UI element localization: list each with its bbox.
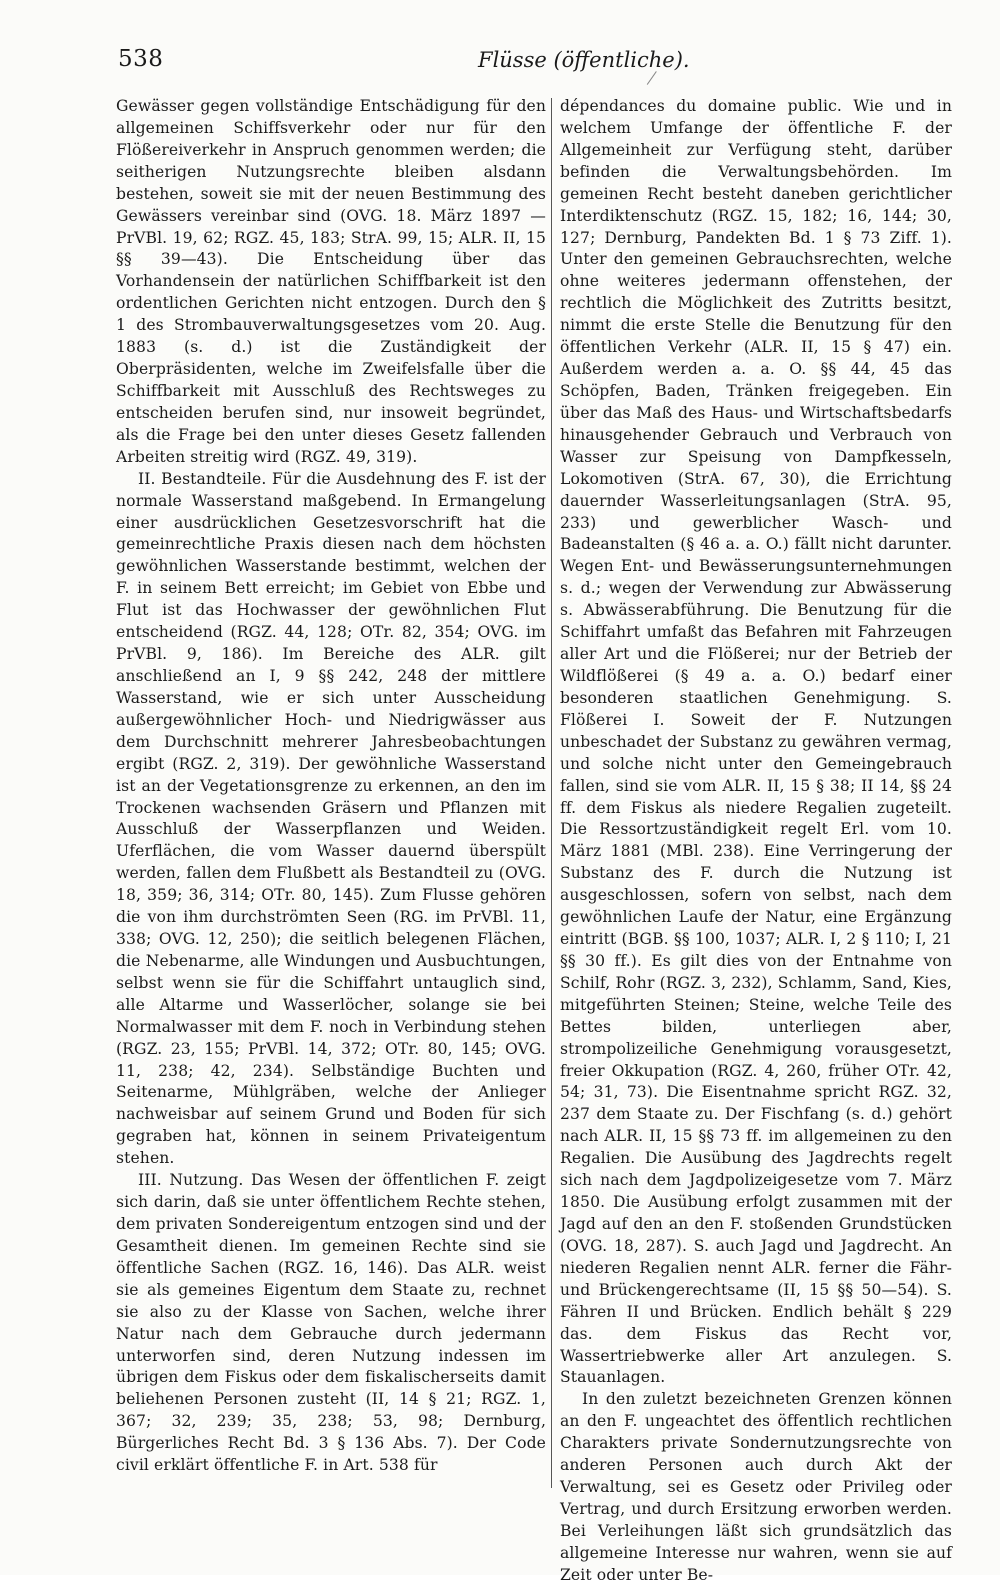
page-number: 538: [118, 46, 164, 72]
paragraph: II. Bestandteile. Für die Ausdehnung des F. ist der normale Wasserstand maßgebend. In Ermangelung einer ausdrücklichen Gesetzesvorschrift hat die gemeinrechtliche Praxis diesen nach dem höchsten gewöhnlichen Wasserstande bestimmt, welchen der F. in seinem Bett erreicht; im Gebiet von Ebbe und Flut ist das Hochwasser der gewöhnlichen Flut entscheidend (RGZ. 44, 128; OTr. 82, 354; OVG. im PrVBl. 9, 186). Im Bereiche des ALR. gilt anschließend an I, 9 §§ 242, 248 der mittlere Wasserstand, wie er sich unter Ausscheidung außergewöhnlicher Hoch- und Niedrigwässer aus dem Durchschnitt mehrerer Jahresbeobachtungen ergibt (RGZ. 2, 319). Der gewöhnliche Wasserstand ist an der Vegetationsgrenze zu erkennen, an den im Trockenen wachsenden Gräsern und Pflanzen mit Ausschluß der Wasserpflanzen und Weiden. Uferflächen, die vom Wasser dauernd überspült werden, fallen dem Flußbett als Bestandteil zu (OVG. 18, 359; 36, 314; OTr. 80, 145). Zum Flusse gehören die von ihm durchströmten Seen (RG. im PrVBl. 11, 338; OVG. 12, 250); die seitlich belegenen Flächen, die Nebenarme, alle Windungen und Ausbuchtungen, selbst wenn sie für die Schiffahrt untauglich sind, alle Altarme und Wasserlöcher, solange sie bei Normalwasser mit dem F. noch in Verbindung stehen (RGZ. 23, 155; PrVBl. 14, 372; OTr. 80, 145; OVG. 11, 238; 42, 234). Selbständige Buchten und Seitenarme, Mühlgräben, welche der Anlieger nachweisbar auf seinem Grund und Boden für sich gegraben hat, können in seinem Privateigentum stehen.: [116, 469, 546, 1168]
paragraph: In den zuletzt bezeichneten Grenzen können an den F. ungeachtet des öffentlich rechtlichen Charakters private Sondernutzungsrechte von anderen Personen auch durch Akt der Verwaltung, sei es Gesetz oder Privileg oder Vertrag, und durch Ersitzung erworben werden. Bei Verleihungen läßt sich grundsätzlich das allgemeine Interesse nur wahren, wenn sie auf Zeit oder unter Be-: [560, 1390, 952, 1584]
page-header: [118, 46, 948, 80]
paragraph: Gewässer gegen vollständige Entschädigung für den allgemeinen Schiffsverkehr oder nur für den Flößereiverkehr in Anspruch genommen werden; die seitherigen Nutzungsrechte bleiben alsdann bestehen, soweit sie mit der neuen Bestimmung des Gewässers vereinbar sind (OVG. 18. März 1897 — PrVBl. 19, 62; RGZ. 45, 183; StrA. 99, 15; ALR. II, 15 §§ 39—43). Die Entscheidung über das Vorhandensein der natürlichen Schiffbarkeit ist den ordentlichen Gerichten nicht entzogen. Durch den § 1 des Strombauverwaltungsgesetzes vom 20. Aug. 1883 (s. d.) ist die Zuständigkeit der Oberpräsidenten, welche im Zweifelsfalle über die Schiffbarkeit mit Ausschluß des Rechtsweges zu entscheiden berufen sind, nur insoweit begründet, als die Frage bei den unter dieses Gesetz fallenden Arbeiten streitig wird (RGZ. 49, 319).: [116, 97, 546, 466]
paragraph: III. Nutzung. Das Wesen der öffentlichen F. zeigt sich darin, daß sie unter öffentlichem Rechte stehen, dem privaten Sondereigentum entzogen sind und der Gesamtheit dienen. Im gemeinen Rechte sind sie öffentliche Sachen (RGZ. 16, 146). Das ALR. weist sie als gemeines Eigentum dem Staate zu, rechnet sie also zu der Klasse von Sachen, welche ihrer Natur nach dem Gebrauche durch jedermann unterworfen sind, deren Nutzung indessen im übrigen dem Fiskus oder dem fiskalischerseits damit beliehenen Personen zusteht (II, 14 § 21; RGZ. 1, 367; 32, 239; 35, 238; 53, 98; Dernburg, Bürgerliches Recht Bd. 3 § 136 Abs. 7). Der Code civil erklärt öffentliche F. in Art. 538 für: [116, 1171, 546, 1475]
running-head: Flüsse (öffentliche).: [478, 48, 690, 72]
paragraph: dépendances du domaine public. Wie und in welchem Umfange der öffentliche F. der Allgemeinheit zur Verfügung steht, darüber befinden die Verwaltungsbehörden. Im gemeinen Recht besteht daneben gerichtlicher Interdiktenschutz (RGZ. 15, 182; 16, 144; 30, 127; Dernburg, Pandekten Bd. 1 § 73 Ziff. 1). Unter den gemeinen Gebrauchsrechten, welche ohne weiteres jedermann offenstehen, der rechtlich die Möglichkeit des Zutritts besitzt, nimmt die erste Stelle die Benutzung für den öffentlichen Verkehr (ALR. II, 15 § 47) ein. Außerdem werden a. a. O. §§ 44, 45 das Schöpfen, Baden, Tränken freigegeben. Ein über das Maß des Haus- und Wirtschaftsbedarfs hinausgehender Gebrauch und Verbrauch von Wasser zur Speisung von Dampfkesseln, Lokomotiven (StrA. 67, 30), die Errichtung dauernder Wasserleitungsanlagen (StrA. 95, 233) und gewerblicher Wasch- und Badeanstalten (§ 46 a. a. O.) fällt nicht darunter. Wegen Ent- und Bewässerungsunternehmungen s. d.; wegen der Verwendung zur Abwässerung s. Abwässerabführung. Die Benutzung für die Schiffahrt umfaßt das Befahren mit Fahrzeugen aller Art und die Flößerei; nur der Betrieb der Wildflößerei (§ 49 a. a. O.) bedarf einer besonderen staatlichen Genehmigung. S. Flößerei I. Soweit der F. Nutzungen unbeschadet der Substanz zu gewähren vermag, und solche nicht unter den Gemeingebrauch fallen, sind sie vom ALR. II, 15 § 38; II 14, §§ 24 ff. dem Fiskus als niedere Regalien zugeteilt. Die Ressortzuständigkeit regelt Erl. vom 10. März 1881 (MBl. 238). Eine Verringerung der Substanz des F. durch die Nutzung ist ausgeschlossen, sofern von selbst, nach dem gewöhnlichen Laufe der Natur, eine Ergänzung eintritt (BGB. §§ 100, 1037; ALR. I, 2 § 110; I, 21 §§ 30 ff.). Es gilt dies von der Entnahme von Schilf, Rohr (RGZ. 3, 232), Schlamm, Sand, Kies, mitgeführten Steinen; Steine, welche Teile des Bettes bilden, unterliegen aber, strompolizeiliche Genehmigung vorausgesetzt, freier Okkupation (RGZ. 4, 260, früher OTr. 42, 54; 31, 73). Die Eisentnahme spricht RGZ. 32, 237 dem Staate zu. Der Fischfang (s. d.) gehört nach ALR. II, 15 §§ 73 ff. im allgemeinen zu den Regalien. Die Ausübung des Jagdrechts regelt sich nach dem Jagdpolizeigesetze vom 7. März 1850. Die Ausübung erfolgt zusammen mit der Jagd auf den an den F. stoßenden Grundstücken (OVG. 18, 287). S. auch Jagd und Jagdrecht. An niederen Regalien nennt ALR. ferner die Fähr- und Brückengerechtsame (II, 15 §§ 50—54). S. Fähren II und Brücken. Endlich behält § 229 das. dem Fiskus das Recht vor, Wassertriebwerke aller Art anzulegen. S. Stauanlagen.: [560, 97, 952, 1387]
left-column: [116, 96, 546, 1477]
column-divider: [551, 98, 552, 1488]
right-column: [560, 96, 952, 1587]
